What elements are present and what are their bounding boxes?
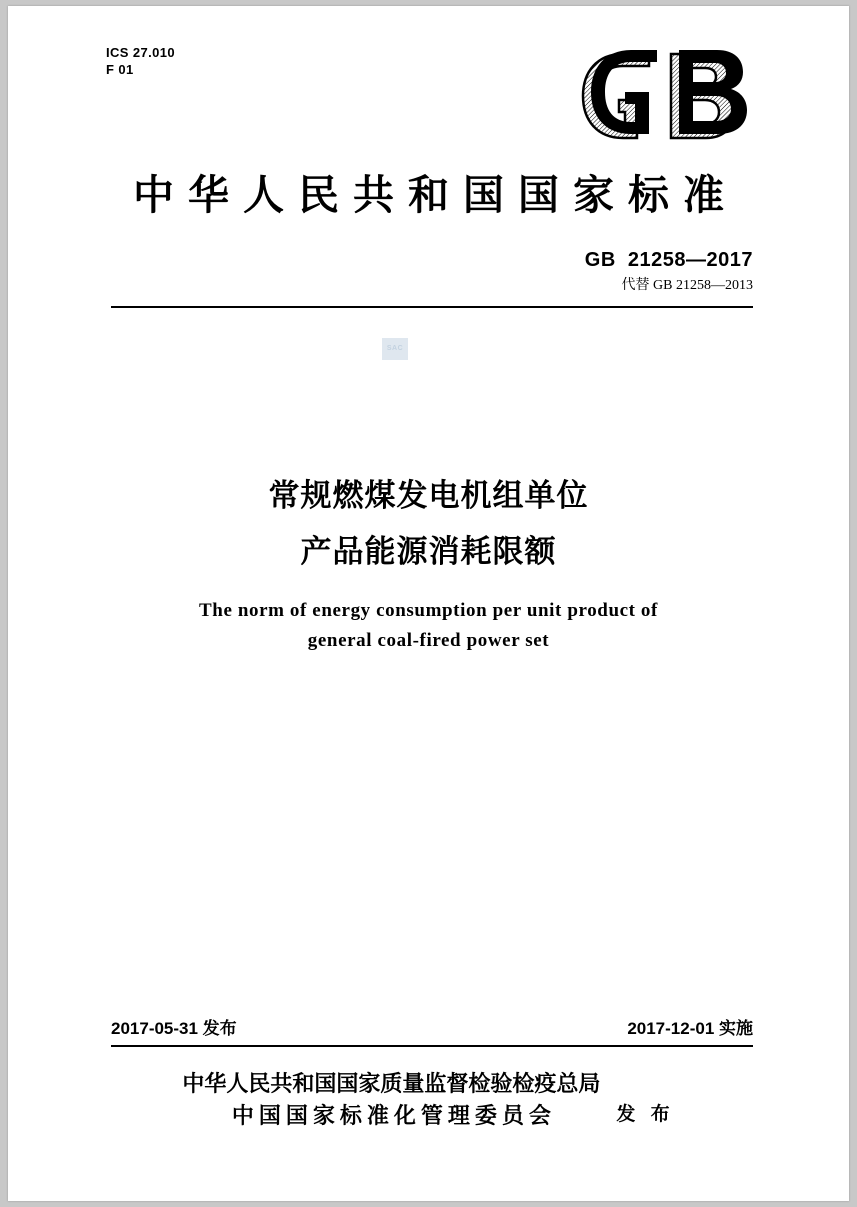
national-standard-title: 中华人民共和国国家标准 (133, 172, 738, 218)
standard-replaces: 代替 GB 21258—2013 (621, 278, 753, 293)
sac-watermark-icon: SAC (382, 338, 408, 360)
standard-number: GB 21258—2017 (584, 249, 753, 271)
issuer-line-2: 中国国家标准化管理委员会 (231, 1103, 556, 1128)
effective-date: 2017-12-01 实施 (627, 1019, 753, 1038)
document-title-chinese-line2: 产品能源消耗限额 (300, 534, 557, 569)
issuer-names (182, 1068, 600, 1132)
ics-code: ICS 27.010 (106, 45, 176, 60)
standard-number-block (585, 249, 753, 294)
document-title-chinese-line1: 常规燃煤发电机组单位 (268, 478, 589, 513)
divider-bottom (111, 1045, 753, 1047)
document-title-chinese (8, 468, 849, 580)
document-title-english-line1: The norm of energy consumption per unit product of (199, 600, 658, 621)
issuer-publish-label: 发 布 (616, 1103, 675, 1125)
document-page (8, 6, 849, 1201)
ics-category: F 01 (106, 62, 134, 77)
ics-classification-block (106, 44, 175, 78)
document-title-english (138, 596, 719, 656)
issuer-line-1: 中华人民共和国国家质量监督检验检疫总局 (182, 1071, 601, 1096)
date-row (111, 1014, 753, 1039)
divider-top (111, 306, 753, 308)
issue-date: 2017-05-31 发布 (111, 1019, 237, 1038)
gb-logo-icon (579, 48, 754, 143)
cover-content (8, 6, 849, 1201)
issuer-block (8, 1068, 849, 1132)
document-title-english-line2: general coal-fired power set (307, 630, 550, 651)
